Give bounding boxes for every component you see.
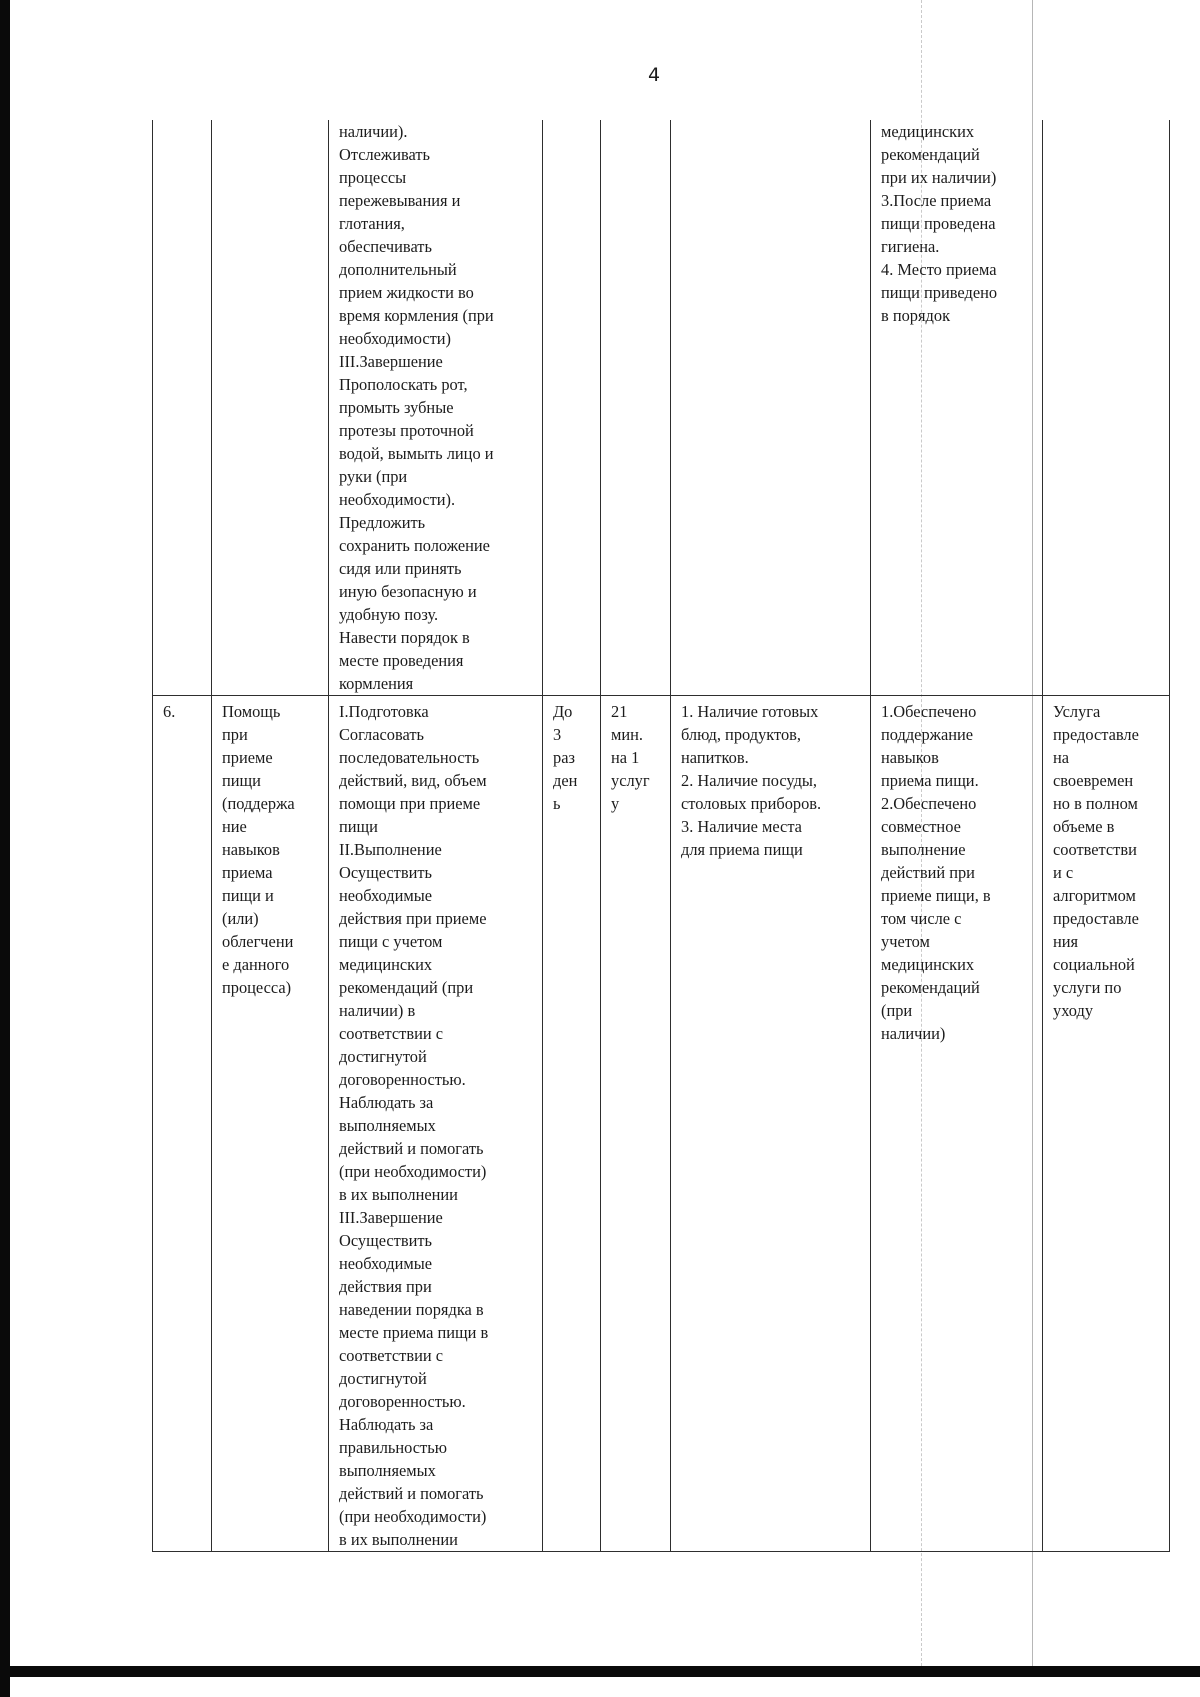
- table-row-continued: [153, 120, 1170, 696]
- cell-frequency: До 3 раз ден ь: [543, 696, 601, 1552]
- cell-num: 6.: [153, 696, 212, 1552]
- cell-conditions: 1. Наличие готовых блюд, продуктов, напитков. 2. Наличие посуды, столовых приборов. 3. Наличие места для приема пищи: [671, 696, 871, 1552]
- cell-results: 1.Обеспечено поддержание навыков приема пищи. 2.Обеспечено совместное выполнение действий при приеме пищи, в том числе с учетом медицинских рекомендаций (при наличии): [871, 696, 1043, 1552]
- cell-num: [153, 120, 212, 696]
- cell-service-name: [212, 120, 329, 696]
- cell-service-name: Помощь при приеме пищи (поддержа ние навыков приема пищи и (или) облегчени е данного процесса): [212, 696, 329, 1552]
- scan-border-bottom: [0, 1666, 1200, 1677]
- cell-evaluation: Услуга предоставле на своевремен но в полном объеме в соответстви и с алгоритмом предоставле ния социальной услуги по уходу: [1043, 696, 1170, 1552]
- cell-evaluation: [1043, 120, 1170, 696]
- cell-conditions: [671, 120, 871, 696]
- table-row-6: [153, 696, 1170, 1552]
- page-number: 4: [648, 64, 661, 86]
- cell-procedure: I.Подготовка Согласовать последовательность действий, вид, объем помощи при приеме пищи II.Выполнение Осуществить необходимые действия при приеме пищи с учетом медицинских рекомендаций (при наличии) в соответствии с достигнутой договоренностью. Наблюдать за выполняемых действий и помогать (при необходимости) в их выполнении III.Завершение Осуществить необходимые действия при наведении порядка в месте приема пищи в соответствии с достигнутой договоренностью. Наблюдать за правильностью выполняемых действий и помогать (при необходимости) в их выполнении: [329, 696, 543, 1552]
- cell-procedure: наличии). Отслеживать процессы пережевывания и глотания, обеспечивать дополнительный прием жидкости во время кормления (при необходимости) III.Завершение Прополоскать рот, промыть зубные протезы проточной водой, вымыть лицо и руки (при необходимости). Предложить сохранить положение сидя или принять иную безопасную и удобную позу. Навести порядок в месте проведения кормления: [329, 120, 543, 696]
- cell-frequency: [543, 120, 601, 696]
- cell-results: медицинских рекомендаций при их наличии) 3.После приема пищи проведена гигиена. 4. Место приема пищи приведено в порядок: [871, 120, 1043, 696]
- cell-time: 21 мин. на 1 услуг у: [601, 696, 671, 1552]
- cell-time: [601, 120, 671, 696]
- services-table: [152, 120, 1170, 1552]
- scan-border-left: [0, 0, 10, 1697]
